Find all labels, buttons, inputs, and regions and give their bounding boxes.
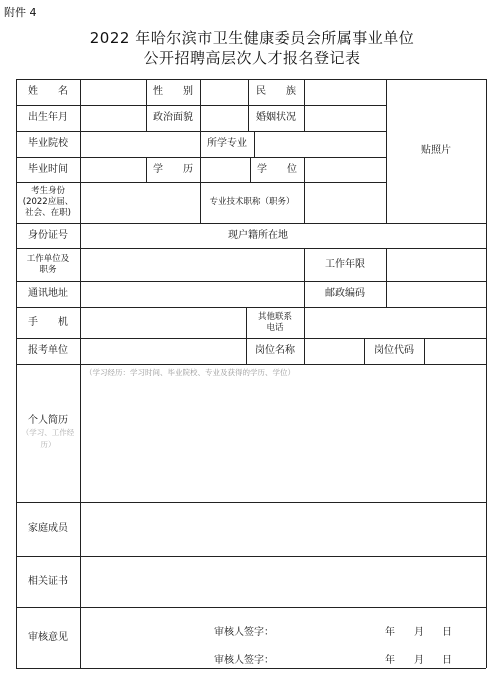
label-candidate-line2: (2022应届、	[22, 197, 74, 207]
col-line	[80, 607, 81, 668]
signer-label-2: 审核人签字：	[214, 655, 274, 666]
year-label-2: 年	[385, 655, 395, 666]
table-border-right	[486, 79, 487, 668]
label-postcode: 邮政编码	[325, 288, 365, 299]
label-certificates: 相关证书	[28, 575, 68, 587]
label-degree: 学 位	[257, 163, 297, 175]
label-apply-unit: 报考单位	[28, 345, 68, 356]
label-other-line1: 其他联系	[257, 311, 292, 322]
label-post-name: 岗位名称	[255, 345, 295, 356]
month-label-2: 月	[414, 655, 424, 666]
label-grad-time: 毕业时间	[28, 163, 68, 175]
label-resume-title: 个人简历	[28, 415, 68, 426]
label-hukou: 现户籍所在地	[228, 229, 288, 241]
day-label-1: 日	[442, 627, 452, 638]
label-major: 所学专业	[207, 138, 247, 149]
col-line	[304, 182, 305, 223]
label-birth: 出生年月	[28, 112, 68, 123]
label-resume-note-line2: 历）	[40, 440, 56, 449]
year-label-1: 年	[385, 627, 395, 638]
label-work-years: 工作年限	[325, 258, 365, 270]
label-marital: 婚姻状况	[256, 112, 296, 123]
col-line	[424, 338, 425, 364]
day-label-2: 日	[442, 655, 452, 666]
attachment-label: 附件 4	[4, 6, 37, 19]
label-gender: 性 别	[153, 86, 193, 97]
label-candidate-status	[16, 182, 80, 223]
label-other-line2: 电话	[266, 322, 284, 333]
label-family: 家庭成员	[28, 523, 68, 534]
label-post-code: 岗位代码	[374, 345, 414, 356]
label-ethnicity: 民 族	[256, 86, 296, 97]
row-line	[16, 607, 486, 608]
col-line	[80, 79, 81, 607]
label-other-phone	[246, 307, 304, 338]
row-line	[16, 556, 486, 557]
col-line	[304, 307, 305, 364]
label-review: 审核意见	[28, 631, 68, 643]
col-line	[200, 157, 201, 182]
col-line	[254, 131, 255, 157]
label-employer-line1: 工作单位及	[26, 253, 70, 264]
label-title-position: 专业技术职称（职务）	[209, 197, 295, 207]
label-school: 毕业院校	[28, 138, 68, 149]
label-address: 通讯地址	[28, 288, 68, 299]
resume-hint: （学习经历：学习时间、毕业院校、专业及获得的学历、学位）	[85, 368, 295, 377]
month-label-1: 月	[414, 627, 424, 638]
col-line	[386, 248, 387, 307]
label-education: 学 历	[153, 163, 193, 175]
form-title-line1: 2022 年哈尔滨市卫生健康委员会所属事业单位	[89, 29, 415, 47]
label-employer-line2: 职务	[39, 264, 57, 275]
label-resume	[16, 364, 80, 502]
label-name: 姓 名	[28, 86, 68, 97]
signer-label-1: 审核人签字：	[214, 627, 274, 638]
col-line	[304, 79, 305, 131]
row-line	[16, 281, 486, 282]
col-line	[200, 79, 201, 131]
label-resume-note-line1: （学习、工作经	[21, 428, 75, 437]
col-line	[304, 157, 305, 182]
label-candidate-line1: 考生身份	[30, 186, 65, 196]
row-line	[16, 364, 486, 365]
label-politics: 政治面貌	[153, 112, 193, 123]
row-line	[16, 668, 486, 669]
label-mobile: 手 机	[28, 316, 68, 328]
form-title-line2: 公开招聘高层次人才报名登记表	[143, 49, 361, 67]
photo-box[interactable]: 贴照片	[421, 145, 451, 156]
label-employer	[16, 248, 80, 281]
row-line	[16, 502, 486, 503]
label-id-number: 身份证号	[28, 229, 68, 241]
row-line	[16, 248, 486, 249]
label-candidate-line3: 社会、在职)	[25, 208, 71, 218]
